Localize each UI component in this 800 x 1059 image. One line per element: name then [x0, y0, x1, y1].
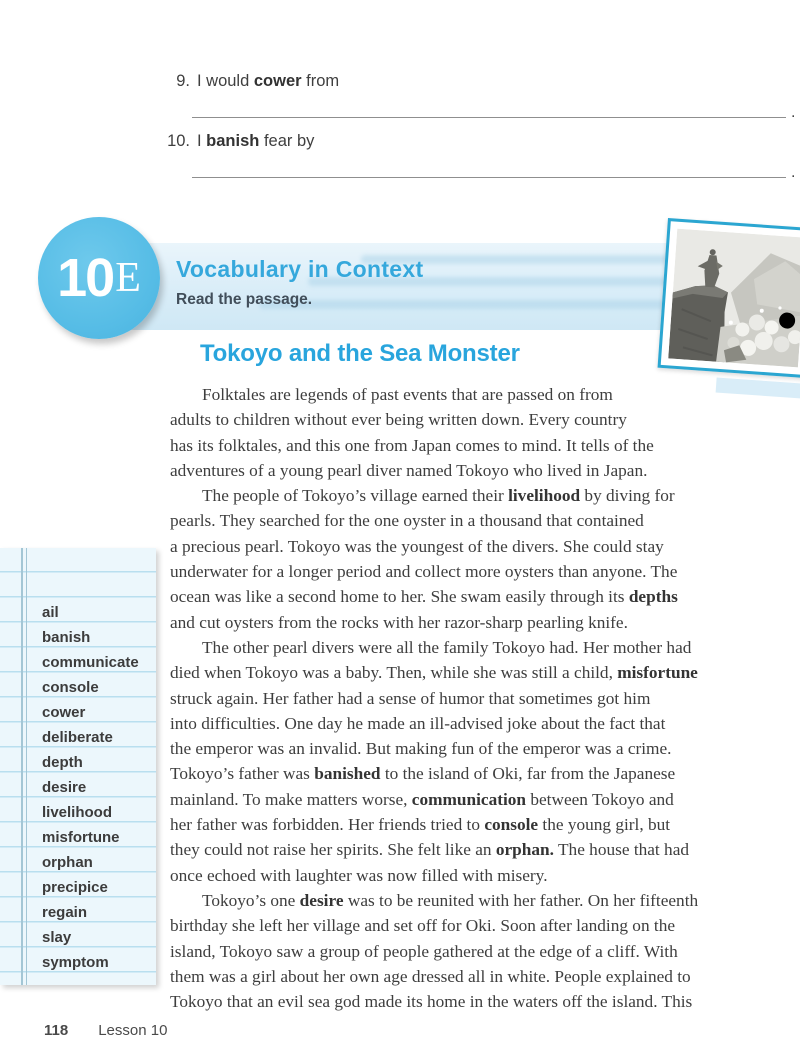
section-title: Vocabulary in Context [176, 256, 424, 282]
word-list-item: banish [42, 629, 91, 646]
cliff-scene-drawing [668, 229, 800, 368]
word-list-item: symptom [42, 954, 109, 971]
answer-period: . [791, 104, 796, 121]
exercise-item-10 [148, 131, 688, 151]
badge-letter: E [115, 255, 141, 301]
passage-line: the emperor was an invalid. But making fun of the emperor was a crime. [170, 739, 672, 759]
passage-line: mainland. To make matters worse, communication between Tokoyo and [170, 789, 674, 809]
passage-line: they could not raise her spirits. She felt like an orphan. The house that had [170, 840, 690, 860]
passage-line: Tokoyo’s father was banished to the island of Oki, far from the Japanese [170, 764, 676, 784]
passage-line: died when Tokoyo was a baby. Then, while she was still a child, misfortune [170, 663, 698, 683]
passage-line: underwater for a longer period and collect more oysters than anyone. The [170, 562, 678, 582]
lesson-badge [38, 217, 160, 339]
passage-line: a precious pearl. Tokoyo was the youngest of the divers. She could stay [170, 536, 664, 556]
passage-line: Folktales are legends of past events that are passed on from [202, 385, 613, 404]
word-list-item: desire [42, 779, 87, 796]
answer-blank-10 [192, 163, 786, 178]
word-list-item: regain [42, 904, 88, 921]
passage-line: her father was forbidden. Her friends tried to console the young girl, but [170, 815, 671, 835]
passage-line: The other pearl divers were all the family Tokoyo had. Her mother had [202, 637, 692, 657]
word-list-item: orphan [42, 854, 93, 871]
section-instruction: Read the passage. [176, 291, 313, 308]
passage-line: island, Tokoyo saw a group of people gathered at the edge of a cliff. With [170, 941, 678, 961]
word-list [42, 600, 152, 975]
item-number: 9. [176, 72, 190, 90]
passage-line: pearls. They searched for the one oyster in a thousand that contained [170, 511, 644, 531]
passage-line: Tokoyo’s one desire was to be reunited with her father. On her fifteenth [202, 890, 699, 910]
passage-line: struck again. Her father had a sense of humor that sometimes got him [170, 688, 651, 708]
showthrough-text-artifact [259, 300, 689, 309]
cliff-photo-illustration [658, 218, 800, 378]
word-list-item: depth [42, 754, 83, 771]
passage-line: into difficulties. One day he made an ill-advised joke about the fact that [170, 713, 666, 733]
item-number: 10. [167, 132, 190, 150]
word-list-item: slay [42, 929, 72, 946]
item-text: I would cower from [197, 72, 340, 90]
passage-paragraph [170, 382, 770, 483]
passage-line: has its folktales, and this one from Japan comes to mind. It tells of the [170, 435, 654, 455]
answer-blank-9 [192, 103, 786, 118]
word-list-item: ail [42, 604, 59, 621]
page-number: 118 [44, 1022, 69, 1039]
passage-line: adults to children without ever being written down. Every country [170, 410, 627, 430]
passage-line: The people of Tokoyo’s village earned their livelihood by diving for [202, 486, 675, 506]
word-list-item: communicate [42, 654, 139, 671]
passage-line: and cut oysters from the rocks with her razor-sharp pearling knife. [170, 612, 628, 632]
lesson-label: Lesson 10 [98, 1022, 168, 1039]
passage-line: ocean was like a second home to her. She swam easily through its depths [170, 587, 678, 607]
passage-line: adventures of a young pearl diver named Tokoyo who lived in Japan. [170, 460, 648, 480]
word-list-item: console [42, 679, 99, 696]
passage-line: birthday she left her village and set off for Oki. Soon after landing on the [170, 916, 676, 936]
word-list-item: deliberate [42, 729, 113, 746]
answer-period: . [791, 164, 796, 181]
word-list-item: precipice [42, 879, 108, 896]
word-list-item: misfortune [42, 829, 120, 846]
passage-paragraph [170, 888, 770, 1014]
exercise-item-9 [148, 71, 688, 91]
passage-line: Tokoyo that an evil sea god made its home in the waters off the island. This [170, 992, 693, 1012]
passage-body [170, 382, 770, 1014]
badge-number: 10 [57, 248, 114, 308]
page-footer [44, 1022, 167, 1039]
word-list-item: cower [42, 704, 86, 721]
passage-line: once echoed with laughter was now filled with misery. [170, 865, 548, 885]
passage-line: them was a girl about her own age dressed all in white. People explained to [170, 966, 691, 986]
margin-line [21, 548, 23, 985]
passage-title: Tokoyo and the Sea Monster [200, 340, 520, 367]
margin-line [26, 548, 28, 985]
word-list-item: livelihood [42, 804, 113, 821]
item-text: I banish fear by [197, 132, 315, 150]
passage-paragraph [170, 635, 770, 888]
passage-paragraph [170, 483, 770, 635]
